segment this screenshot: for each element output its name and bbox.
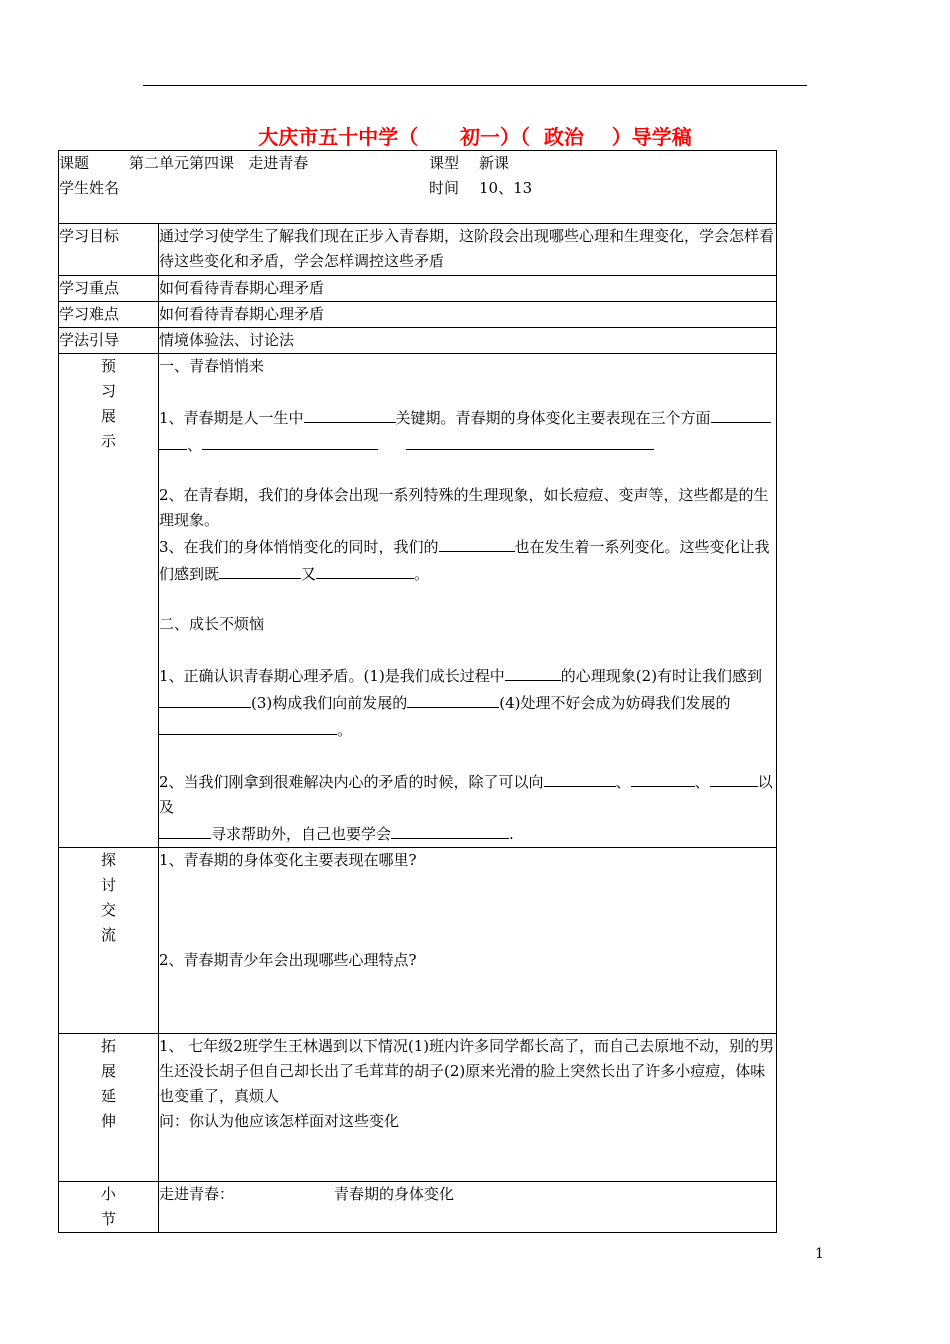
student-label: 学生姓名	[59, 179, 120, 197]
time-label: 时间	[429, 179, 460, 197]
extend-row	[59, 1034, 777, 1182]
difficulty-row	[59, 302, 777, 328]
info-cell	[59, 151, 777, 224]
type-value: 新课	[479, 154, 510, 172]
focus-text: 如何看待青春期心理矛盾	[159, 276, 777, 302]
summary-b: 青春期的身体变化	[334, 1185, 455, 1203]
extend-p1: 1、 七年级2班学生王林遇到以下情况(1)班内许多同学都长高了，而自己去原地不动，别的男生还没长胡子但自己却长出了毛茸茸的胡子(2)原来光滑的脸上突然长出了许多小痘痘，体味也变重了，真烦人	[159, 1037, 775, 1105]
focus-row	[59, 276, 777, 302]
focus-label: 学习重点	[59, 276, 159, 302]
preview-row	[59, 354, 777, 848]
method-text: 情境体验法、讨论法	[159, 328, 777, 354]
extend-content	[159, 1034, 777, 1182]
discuss-side-label: 探 讨 交 流	[59, 848, 159, 1034]
preview-side-label: 预 习 展 示	[59, 354, 159, 848]
preview-q2: 2、在青春期，我们的身体会出现一系列特殊的生理现象，如长痘痘、变声等，这些都是的生理现象。	[159, 486, 769, 529]
method-label: 学法引导	[59, 328, 159, 354]
difficulty-text: 如何看待青春期心理矛盾	[159, 302, 777, 328]
preview-heading-1: 一、青春悄悄来	[159, 357, 265, 375]
method-row	[59, 328, 777, 354]
preview-q4: 1、正确认识青春期心理矛盾。(1)是我们成长过程中 的心理现象(2)有时让我们感到(3)构成我们向前发展的 (4)处理不好会成为妨碍我们发展的。	[159, 662, 776, 743]
summary-side-label: 小 节	[59, 1182, 159, 1233]
header-rule	[143, 85, 807, 86]
course-value: 第二单元第四课 走进青春	[129, 154, 309, 172]
discuss-row	[59, 848, 777, 1034]
difficulty-label: 学习难点	[59, 302, 159, 328]
discuss-q1: 1、青春期的身体变化主要表现在哪里?	[159, 851, 417, 869]
extend-p2: 问：你认为他应该怎样面对这些变化	[159, 1112, 400, 1130]
page-title: 大庆市五十中学（ 初一）（ 政治 ）导学稿	[258, 125, 692, 149]
preview-content	[159, 354, 777, 848]
preview-heading-2: 二、成长不烦恼	[159, 615, 265, 633]
time-value: 10、13	[479, 179, 533, 197]
goal-text: 通过学习使学生了解我们现在正步入青春期，这阶段会出现哪些心理和生理变化，学会怎样看待这些变化和矛盾，学会怎样调控这些矛盾	[159, 224, 777, 276]
summary-row	[59, 1182, 777, 1233]
summary-content	[159, 1182, 777, 1233]
discuss-content	[159, 848, 777, 1034]
summary-a: 走进青春：	[159, 1185, 235, 1203]
discuss-q2: 2、青春期青少年会出现哪些心理特点?	[159, 951, 417, 969]
info-row	[59, 151, 777, 224]
preview-q3: 3、在我们的身体悄悄变化的同时，我们的 也在发生着一系列变化。这些变化让我们感到既 又 。	[159, 533, 776, 587]
type-label: 课型	[429, 154, 460, 172]
extend-side-label: 拓 展 延 伸	[59, 1034, 159, 1182]
page-number: 1	[815, 1246, 824, 1262]
goal-label: 学习目标	[59, 224, 159, 276]
study-guide-table	[58, 150, 777, 1233]
preview-q5: 2、当我们刚拿到很难解决内心的矛盾的时候，除了可以向 、 、 以及 寻求帮助外，自己也要学会 .	[159, 768, 776, 847]
preview-q1: 1、青春期是人一生中 关键期。青春期的身体变化主要表现在三个方面 、	[159, 404, 776, 458]
course-label: 课题	[59, 154, 90, 172]
goal-row	[59, 224, 777, 276]
student-value	[129, 176, 429, 201]
